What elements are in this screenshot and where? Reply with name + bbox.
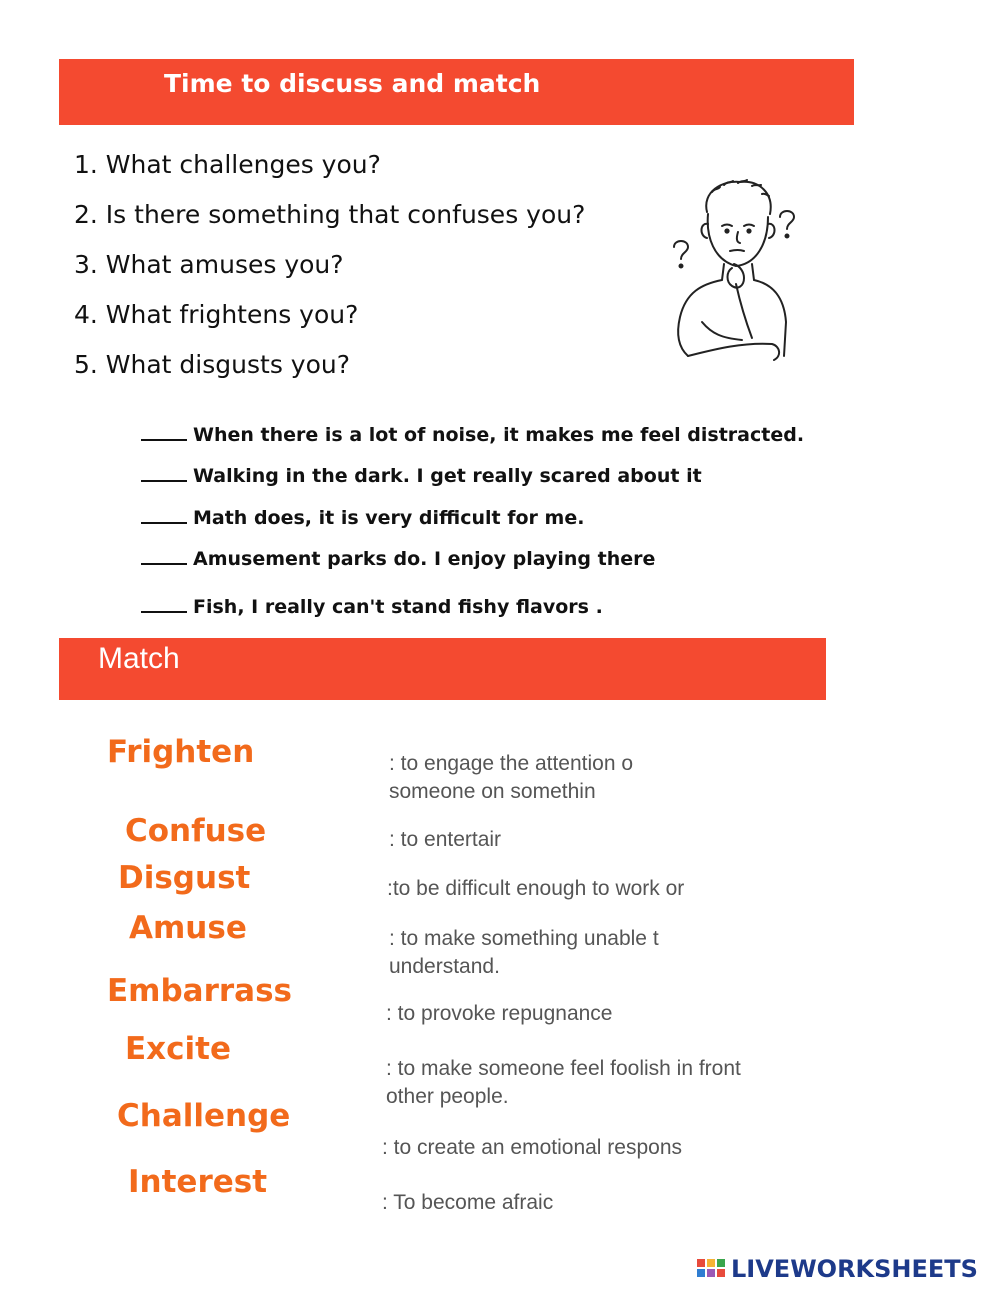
section-title: Match (98, 642, 180, 675)
match-word-interest[interactable]: Interest (128, 1164, 268, 1200)
match-word-confuse[interactable]: Confuse (125, 813, 267, 849)
thinking-boy-icon (662, 172, 812, 368)
match-definition[interactable]: : to provoke repugnance (386, 1002, 613, 1025)
answer-row (141, 545, 655, 570)
question-1: 1. What challenges you? (74, 150, 381, 179)
answer-row (141, 504, 584, 529)
match-definition[interactable]: : to engage the attention o someone on somethin (389, 752, 634, 803)
answer-row (141, 462, 702, 487)
match-definition[interactable]: : To become afraic (382, 1191, 554, 1214)
liveworksheets-logo (697, 1255, 997, 1287)
section-banner-match (59, 638, 826, 700)
brand-name: LIVEWORKSHEETS (731, 1255, 978, 1283)
section-title: Time to discuss and match (164, 69, 541, 98)
match-word-excite[interactable]: Excite (125, 1031, 232, 1067)
question-5: 5. What disgusts you? (74, 350, 350, 379)
match-definition[interactable]: : to make someone feel foolish in front other people. (386, 1057, 741, 1108)
match-definition[interactable]: : to make something unable t understand. (389, 927, 659, 978)
question-4: 4. What frightens you? (74, 300, 359, 329)
section-banner-discuss (59, 59, 854, 125)
answer-blank[interactable] (141, 593, 187, 613)
answer-text: Walking in the dark. I get really scared about it (193, 465, 702, 487)
match-word-amuse[interactable]: Amuse (129, 910, 247, 946)
match-word-challenge[interactable]: Challenge (117, 1098, 291, 1134)
answer-blank[interactable] (141, 504, 187, 524)
answer-blank[interactable] (141, 545, 187, 565)
answer-row (141, 593, 603, 618)
answer-text: Math does, it is very difficult for me. (193, 507, 585, 529)
liveworksheets-blocks-icon (697, 1257, 727, 1285)
answer-blank[interactable] (141, 421, 187, 441)
match-definition[interactable]: : to entertair (389, 828, 502, 851)
match-word-embarrass[interactable]: Embarrass (107, 973, 292, 1009)
question-2: 2. Is there something that confuses you? (74, 200, 586, 229)
answer-text: Amusement parks do. I enjoy playing there (193, 548, 656, 570)
question-3: 3. What amuses you? (74, 250, 344, 279)
match-definition[interactable]: :to be difficult enough to work or (387, 877, 685, 900)
answer-text: When there is a lot of noise, it makes me feel distracted. (193, 424, 805, 446)
answer-row (141, 421, 804, 446)
match-definition[interactable]: : to create an emotional respons (382, 1136, 683, 1159)
answer-text: Fish, I really can't stand fishy flavors . (193, 596, 603, 618)
match-word-frighten[interactable]: Frighten (107, 734, 255, 770)
answer-blank[interactable] (141, 462, 187, 482)
match-word-disgust[interactable]: Disgust (118, 860, 251, 896)
